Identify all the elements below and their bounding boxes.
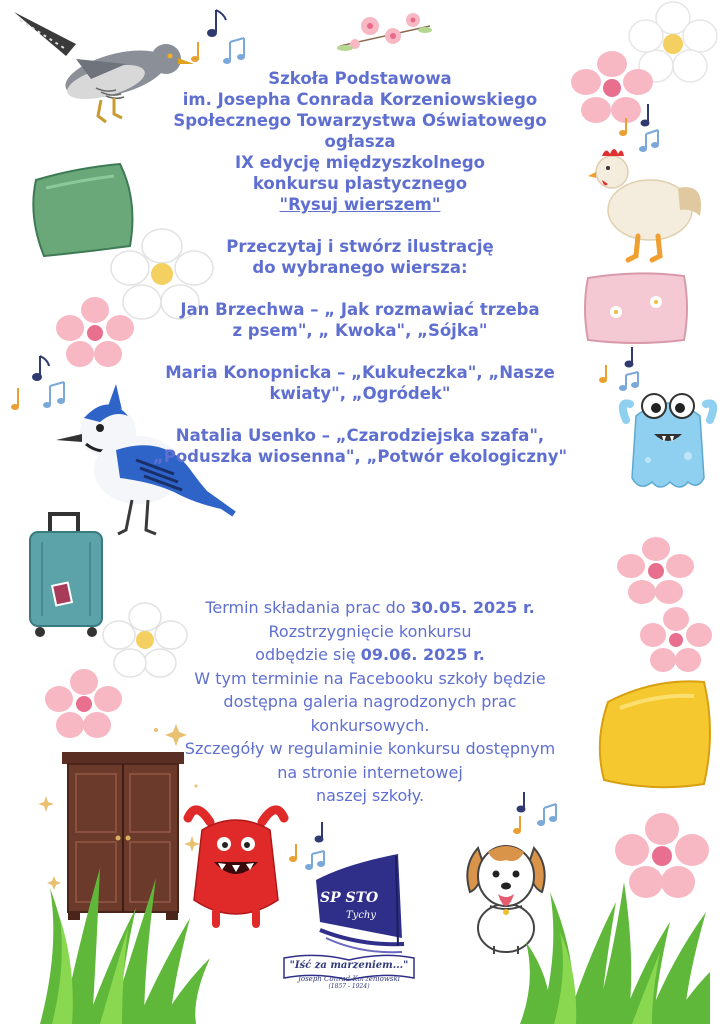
suitcase-icon <box>24 508 108 638</box>
school-name-line-2: im. Josepha Conrada Korzeniowskiego <box>182 90 538 109</box>
logo-name: Joseph Conrad-Korzeniowski <box>298 975 400 983</box>
announces-line: ogłasza <box>324 132 396 151</box>
results-prefix: odbędzie się <box>255 645 361 664</box>
gallery-line-1: W tym terminie na Facebooku szkoły będzie <box>194 668 546 688</box>
poem-konopnicka-line-1: Maria Konopnicka – „Kukułeczka", „Nasze <box>165 363 555 382</box>
instruction-line-2: do wybranego wiersza: <box>252 258 468 277</box>
contest-title: "Rysuj wierszem" <box>279 195 441 214</box>
music-note-icon <box>596 345 656 395</box>
details-line-2: na stronie internetowej <box>277 762 463 782</box>
grass-icon <box>40 848 210 1024</box>
gallery-line-2: dostępna galeria nagrodzonych prac <box>223 692 517 711</box>
results-line-2 <box>170 643 570 667</box>
announcement-text <box>150 68 570 467</box>
pink-flower-icon <box>618 536 694 604</box>
logo-years: (1857 - 1924) <box>328 983 370 990</box>
poem-konopnicka-line-2: kwiaty", „Ogródek" <box>269 384 451 403</box>
school-name-line-1: Szkoła Podstawowa <box>268 69 452 88</box>
poem-brzechwa-line-1: Jan Brzechwa – „ Jak rozmawiać trzeba <box>180 300 540 319</box>
instruction-line-1: Przeczytaj i stwórz ilustrację <box>226 237 494 256</box>
poem-brzechwa-line-2: z psem", „ Kwoka", „Sójka" <box>232 321 488 340</box>
school-name-line-3: Społecznego Towarzystwa Oświatowego <box>173 111 547 130</box>
details-line-1: Szczegóły w regulaminie konkursu dostępnym <box>184 739 556 758</box>
school-logo-icon <box>306 850 410 958</box>
pink-flower-icon <box>640 606 712 672</box>
logo-caption <box>284 960 414 990</box>
results-date: 09.06. 2025 r. <box>360 645 485 664</box>
edition-line: IX edycję międzyszkolnego <box>235 153 485 172</box>
poem-usenko-line-2: „Poduszka wiosenna", „Potwór ekologiczny" <box>152 447 568 466</box>
details-line-3: naszej szkoły. <box>315 786 425 805</box>
pink-pillow-icon <box>580 268 692 348</box>
info-text <box>170 596 570 808</box>
yellow-pillow-icon <box>594 672 718 794</box>
logo-sail-text: SP STO <box>320 890 379 906</box>
music-note-icon <box>188 6 258 76</box>
gallery-line-3: konkursowych. <box>310 715 430 735</box>
logo-motto: "Iść za marzeniem..." <box>289 960 409 971</box>
deadline-line <box>170 596 570 620</box>
deadline-prefix: Termin składania prac do <box>205 598 411 617</box>
results-line-1: Rozstrzygnięcie konkursu <box>268 621 472 641</box>
blue-monster-icon <box>618 390 718 494</box>
logo-city: Tychy <box>346 910 377 921</box>
contest-type-line: konkursu plastycznego <box>252 174 468 193</box>
grass-icon <box>520 852 710 1024</box>
pink-flower-icon <box>335 6 435 61</box>
hen-icon <box>588 138 708 263</box>
poem-usenko-line-1: Natalia Usenko – „Czarodziejska szafa", <box>175 426 545 445</box>
deadline-date: 30.05. 2025 r. <box>410 598 535 617</box>
